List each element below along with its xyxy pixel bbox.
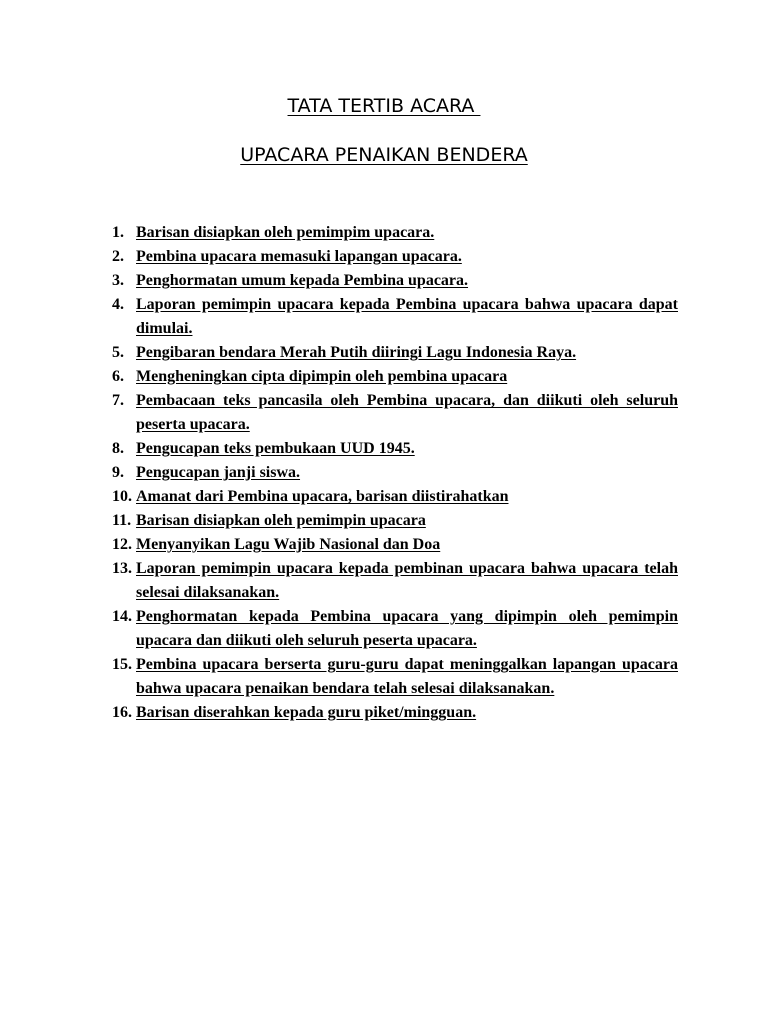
list-item bbox=[112, 365, 678, 389]
item-number: 13. bbox=[112, 560, 132, 577]
item-text: Mengheningkan cipta dipimpin oleh pembina upacara bbox=[136, 368, 508, 385]
item-number: 15. bbox=[112, 656, 132, 673]
item-text: Menyanyikan Lagu Wajib Nasional dan Doa bbox=[136, 536, 441, 553]
list-item bbox=[112, 389, 678, 437]
list-item bbox=[112, 269, 678, 293]
item-text: Pembina upacara memasuki lapangan upacara. bbox=[136, 248, 462, 265]
list-item bbox=[112, 341, 678, 365]
list-item bbox=[112, 461, 678, 485]
item-number: 14. bbox=[112, 608, 132, 625]
list-item bbox=[112, 509, 678, 533]
item-text: Pembina upacara berserta guru-guru dapat meninggalkan lapangan upacara bahwa upacara penaikan bendara telah selesai dilaksanakan. bbox=[136, 656, 678, 697]
item-number: 4. bbox=[112, 296, 124, 313]
agenda-list bbox=[112, 221, 678, 725]
item-text: Barisan disiapkan oleh pemimpin upacara bbox=[136, 512, 426, 529]
item-text: Pengucapan janji siswa. bbox=[136, 464, 301, 481]
item-text: Pengibaran bendara Merah Putih diiringi Lagu Indonesia Raya. bbox=[136, 344, 577, 361]
document-subtitle: UPACARA PENAIKAN BENDERA bbox=[240, 144, 528, 166]
list-item bbox=[112, 653, 678, 701]
item-number: 8. bbox=[112, 440, 124, 457]
item-number: 7. bbox=[112, 392, 124, 409]
item-text: Penghormatan kepada Pembina upacara yang dipimpin oleh pemimpin upacara dan diikuti oleh seluruh peserta upacara. bbox=[136, 608, 678, 649]
item-text: Pembacaan teks pancasila oleh Pembina upacara, dan diikuti oleh seluruh peserta upacara. bbox=[136, 392, 678, 433]
item-number: 10. bbox=[112, 488, 132, 505]
document-title: TATA TERTIB ACARA bbox=[287, 95, 481, 117]
item-text: Penghormatan umum kepada Pembina upacara. bbox=[136, 272, 469, 289]
item-text: Laporan pemimpin upacara kepada Pembina upacara bahwa upacara dapat dimulai. bbox=[136, 296, 678, 337]
item-number: 2. bbox=[112, 248, 124, 265]
item-text: Barisan diserahkan kepada guru piket/mingguan. bbox=[136, 704, 477, 721]
item-number: 16. bbox=[112, 704, 132, 721]
item-text: Laporan pemimpin upacara kepada pembinan upacara bahwa upacara telah selesai dilaksanakan. bbox=[136, 560, 678, 601]
item-number: 3. bbox=[112, 272, 124, 289]
list-item bbox=[112, 245, 678, 269]
list-item bbox=[112, 533, 678, 557]
item-number: 5. bbox=[112, 344, 124, 361]
item-text: Amanat dari Pembina upacara, barisan diistirahatkan bbox=[136, 488, 509, 505]
list-item bbox=[112, 221, 678, 245]
item-number: 1. bbox=[112, 224, 124, 241]
item-number: 6. bbox=[112, 368, 124, 385]
list-item bbox=[112, 557, 678, 605]
list-item bbox=[112, 701, 678, 725]
item-text: Barisan disiapkan oleh pemimpim upacara. bbox=[136, 224, 435, 241]
item-number: 12. bbox=[112, 536, 132, 553]
item-number: 9. bbox=[112, 464, 124, 481]
list-item bbox=[112, 485, 678, 509]
list-item bbox=[112, 293, 678, 341]
list-item bbox=[112, 437, 678, 461]
item-number: 11. bbox=[112, 512, 132, 529]
item-text: Pengucapan teks pembukaan UUD 1945. bbox=[136, 440, 415, 457]
list-item bbox=[112, 605, 678, 653]
